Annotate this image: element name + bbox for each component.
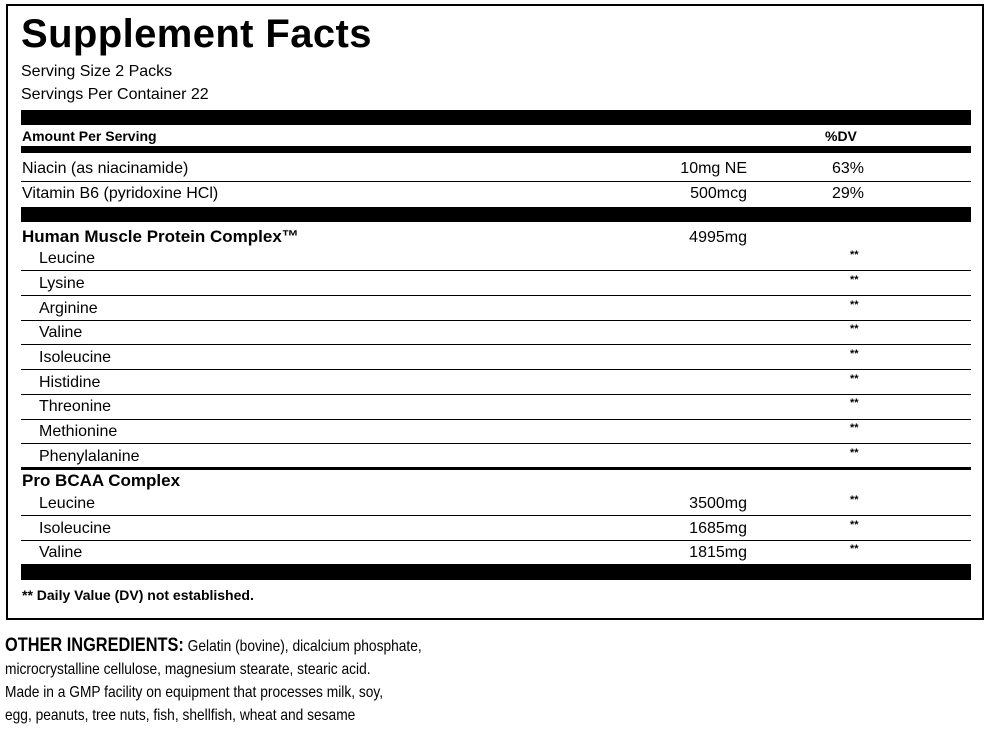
medium-divider [21, 146, 971, 153]
amino-acid-dv: ** [850, 299, 859, 311]
amino-acid-dv: ** [850, 348, 859, 360]
bcaa-name: Isoleucine [39, 520, 112, 537]
nutrient-amount: 10mg NE [680, 160, 747, 177]
other-ingredients-line [5, 634, 495, 658]
thin-divider [21, 467, 971, 470]
row-divider [21, 394, 971, 395]
amino-acid-name: Isoleucine [39, 349, 112, 366]
amino-acid-name: Valine [39, 324, 83, 341]
other-ingredients [5, 634, 495, 727]
amino-acid-name: Arginine [39, 300, 98, 317]
amino-acid-name: Histidine [39, 374, 101, 391]
row-divider [21, 443, 971, 444]
bcaa-amount: 1815mg [689, 544, 747, 561]
bcaa-dv: ** [850, 543, 859, 555]
amino-acid-name: Methionine [39, 423, 118, 440]
other-ingredients-label: OTHER INGREDIENTS: [5, 635, 184, 656]
other-ingredients-line: microcrystalline cellulose, magnesium stearate, stearic acid. [5, 661, 371, 678]
thick-divider [21, 110, 971, 125]
row-divider [21, 369, 971, 370]
row-divider [21, 181, 971, 182]
other-ingredients-line: egg, peanuts, tree nuts, fish, shellfish, wheat and sesame [5, 707, 356, 724]
nutrient-name: Niacin (as niacinamide) [22, 160, 189, 177]
bcaa-complex-name: Pro BCAA Complex [22, 471, 181, 490]
row-divider [21, 515, 971, 516]
servings-per-container: Servings Per Container 22 [21, 86, 209, 103]
row-divider [21, 419, 971, 420]
footnote: ** Daily Value (DV) not established. [22, 587, 254, 603]
amino-acid-name: Lysine [39, 275, 85, 292]
bcaa-name: Valine [39, 544, 83, 561]
bcaa-dv: ** [850, 519, 859, 531]
row-divider [21, 295, 971, 296]
protein-complex-name: Human Muscle Protein Complex™ [22, 227, 299, 246]
amino-acid-name: Phenylalanine [39, 448, 140, 465]
amino-acid-dv: ** [850, 373, 859, 385]
row-divider [21, 344, 971, 345]
amino-acid-name: Threonine [39, 398, 112, 415]
row-divider [21, 320, 971, 321]
thick-divider [21, 207, 971, 222]
nutrient-amount: 500mcg [690, 185, 747, 202]
amount-per-serving-header: Amount Per Serving [22, 128, 157, 144]
amino-acid-dv: ** [850, 397, 859, 409]
other-ingredients-line: Made in a GMP facility on equipment that processes milk, soy, [5, 684, 384, 701]
bcaa-name: Leucine [39, 495, 96, 512]
amino-acid-dv: ** [850, 323, 859, 335]
amino-acid-dv: ** [850, 422, 859, 434]
bcaa-amount: 1685mg [689, 520, 747, 537]
bcaa-dv: ** [850, 494, 859, 506]
nutrient-dv: 63% [831, 160, 864, 177]
serving-size: Serving Size 2 Packs [21, 63, 173, 80]
bcaa-amount: 3500mg [689, 495, 747, 512]
amino-acid-name: Leucine [39, 250, 96, 267]
dv-header: %DV [825, 128, 857, 144]
panel-title: Supplement Facts [21, 12, 372, 56]
other-ingredients-text: Gelatin (bovine), dicalcium phosphate, [187, 638, 422, 655]
protein-complex-amount: 4995mg [689, 229, 747, 246]
supplement-facts-panel [6, 4, 984, 620]
row-divider [21, 270, 971, 271]
amino-acid-dv: ** [850, 447, 859, 459]
amino-acid-dv: ** [850, 249, 859, 261]
nutrient-name: Vitamin B6 (pyridoxine HCl) [22, 185, 219, 202]
thick-divider [21, 564, 971, 580]
nutrient-dv: 29% [831, 185, 864, 202]
row-divider [21, 540, 971, 541]
amino-acid-dv: ** [850, 274, 859, 286]
